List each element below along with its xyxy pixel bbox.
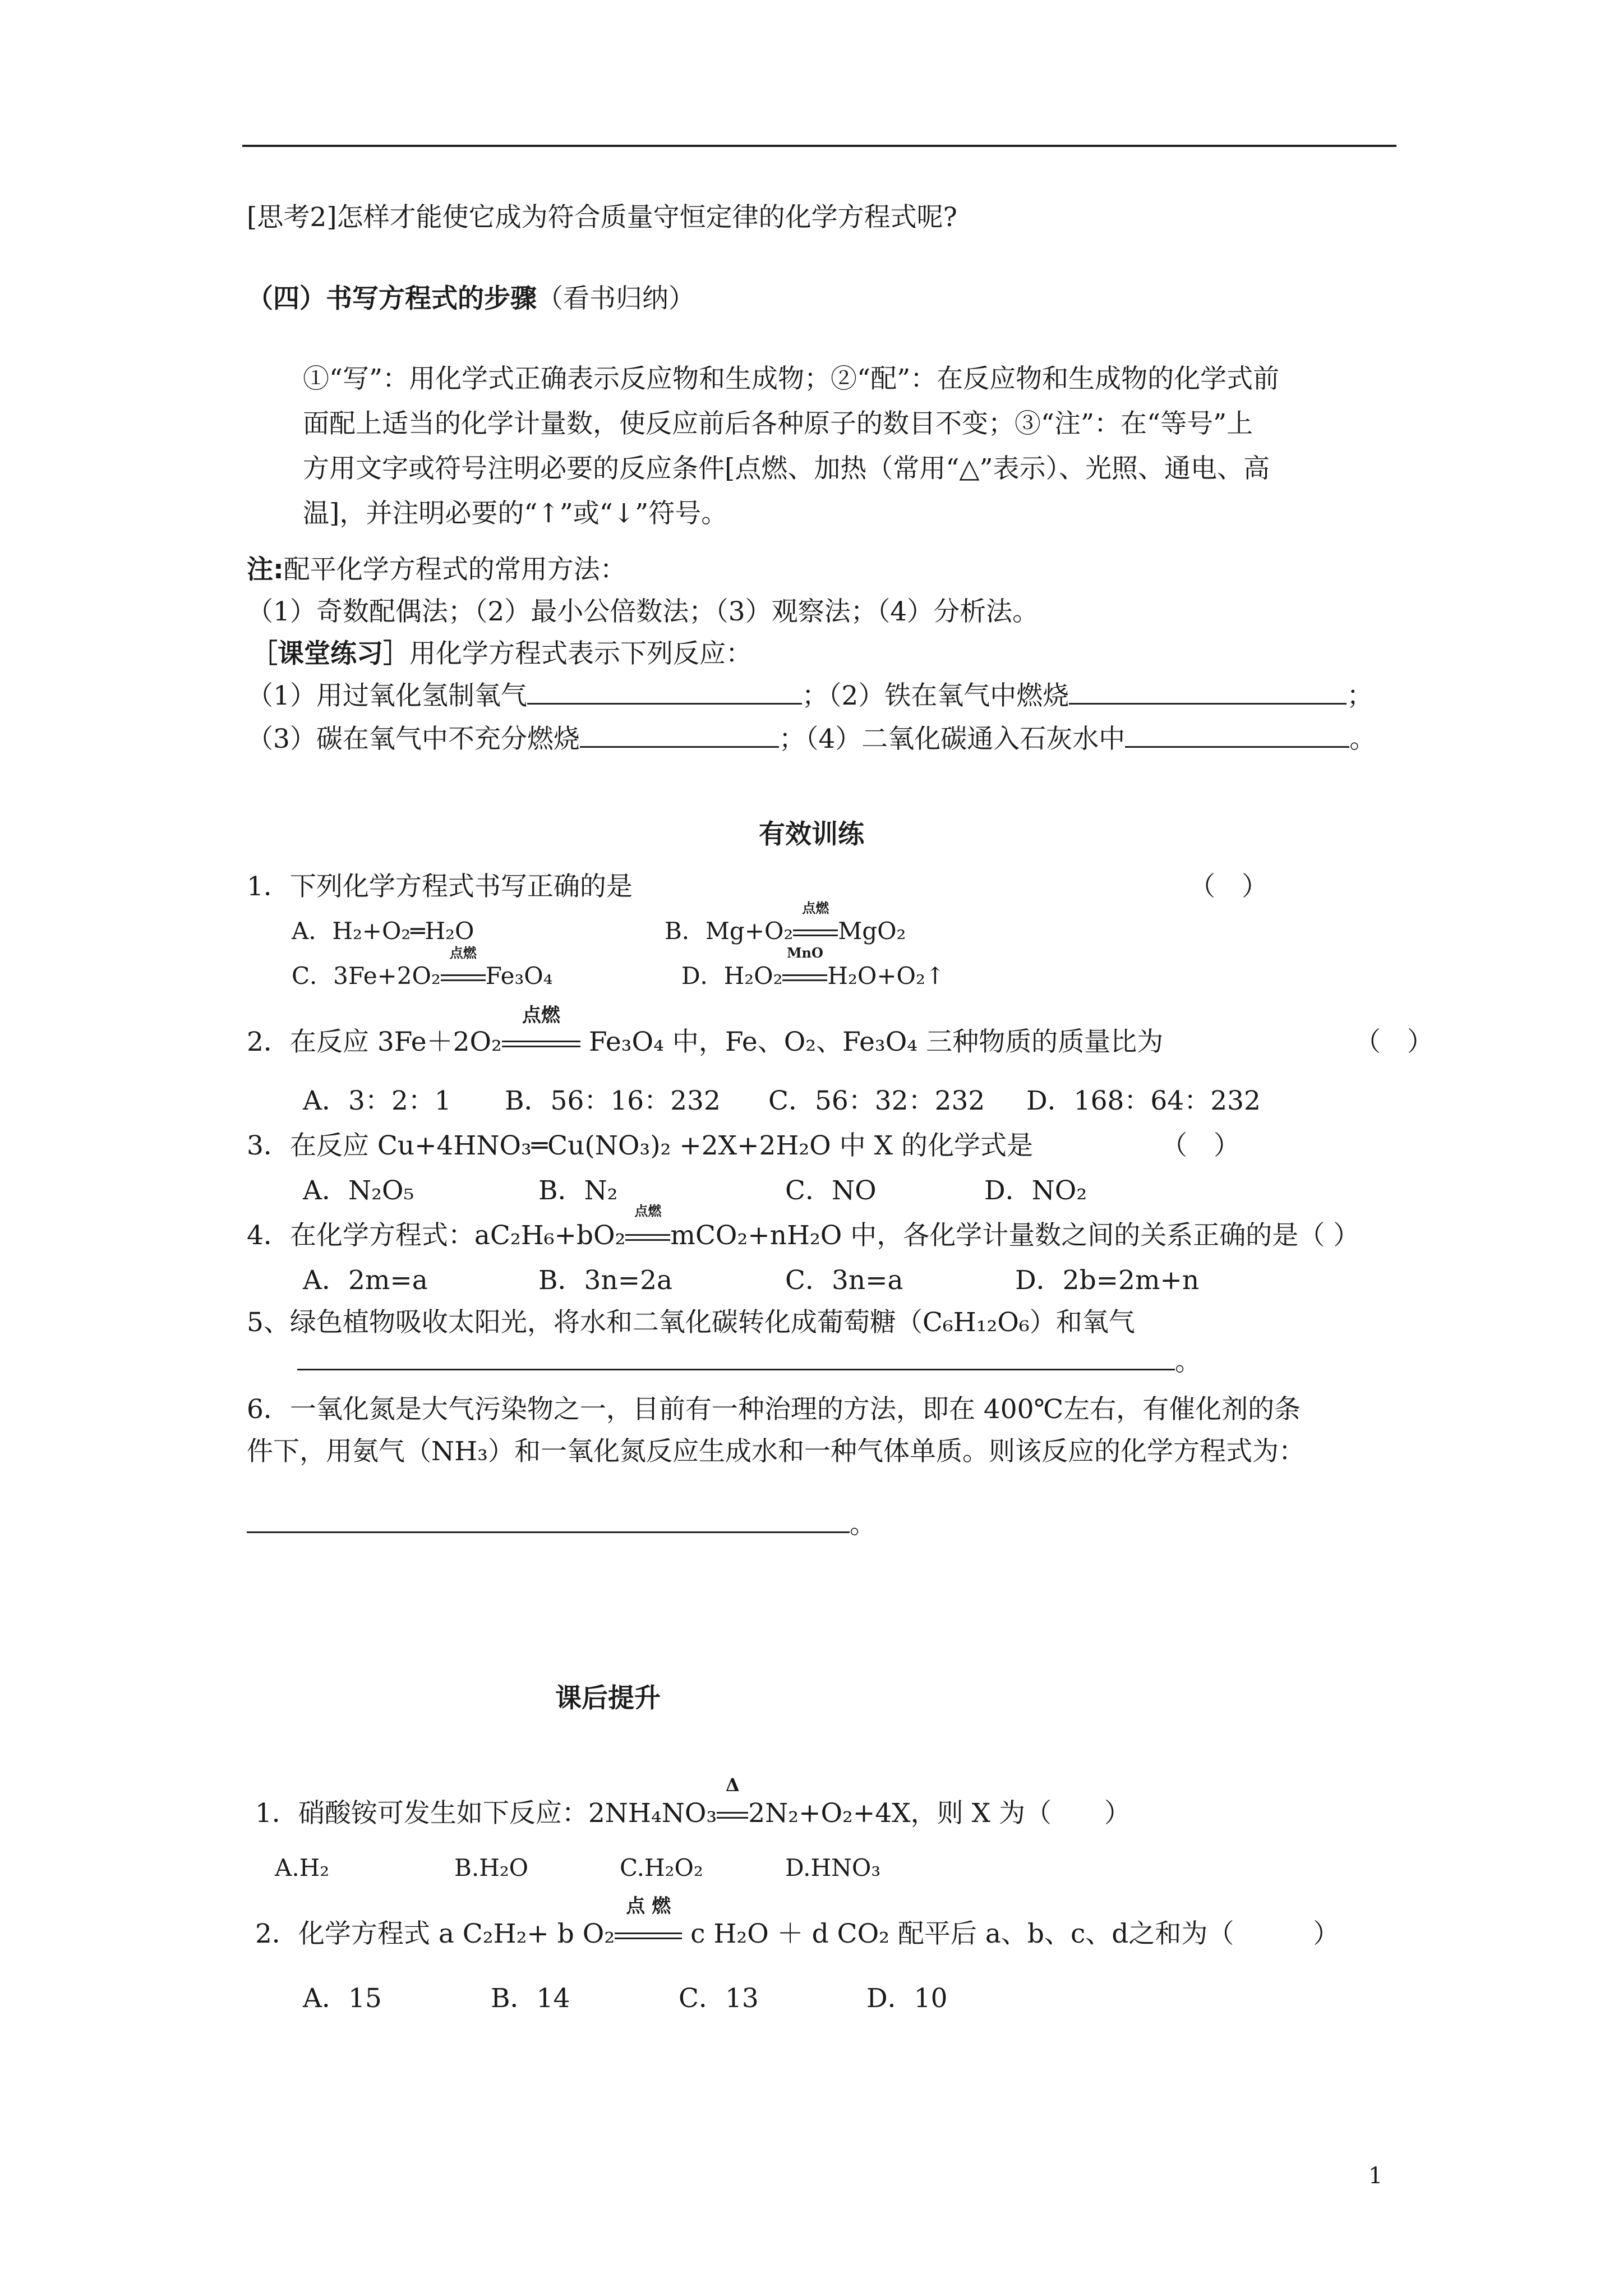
t-q3-stem: 3．在反应 Cu+4HNO₃═Cu(NO₃)₂ +2X+2H₂O 中 X 的化学式是 [247, 1130, 1033, 1161]
period: 。 [1349, 724, 1376, 754]
condition-label: 点燃 [522, 1004, 560, 1027]
a-q2-pre: 2．化学方程式 a C₂H₂+ b O₂ [255, 1918, 615, 1949]
practice-item-2: ；（2）铁在氧气中燃烧 [801, 680, 1069, 711]
condition-label: Δ [725, 1774, 740, 1796]
note-methods: （1）奇数配偶法；（2）最小公倍数法；（3）观察法；（4）分析法。 [247, 596, 1039, 627]
think-question: [思考2]怎样才能使它成为符合质量守恒定律的化学方程式呢? [247, 202, 957, 233]
a-q1-pre: 1．硝酸铵可发生如下反应：2NH₄NO₃ [255, 1798, 717, 1829]
t-q4-post: mCO₂+nH₂O 中，各化学计量数之间的关系正确的是（ ） [670, 1220, 1360, 1251]
semicolon: ； [1347, 680, 1373, 711]
a-q2-post: c H₂O ＋ d CO₂ 配平后 a、b、c、d之和为（ ） [682, 1918, 1340, 1949]
a-q1-option-a: A.H₂ [275, 1854, 330, 1881]
t-q5-answer-row [297, 1346, 1201, 1378]
t-q3-option-d: D．NO₂ [984, 1175, 1087, 1206]
condition-label: MnO [786, 945, 823, 961]
t-q2-option-b: B．56：16：232 [505, 1085, 721, 1116]
t-q1-c-post: Fe₃O₄ [485, 962, 553, 990]
t-q1-option-c [292, 945, 553, 990]
practice-row-2 [247, 724, 1376, 755]
answer-blank-2[interactable] [1069, 680, 1347, 705]
equals-condition [782, 945, 827, 990]
after-title: 课后提升 [555, 1683, 661, 1714]
t-q4-pre: 4．在化学方程式：aC₂H₆+bO₂ [247, 1220, 626, 1251]
equals-condition [615, 1895, 682, 1950]
condition-label: 点 燃 [626, 1895, 671, 1917]
equals-condition [625, 1203, 670, 1251]
note-title: 配平化学方程式的常用方法： [283, 554, 626, 585]
a-q1-option-d: D.HNO₃ [785, 1854, 881, 1881]
practice-intro: 用化学方程式表示下列反应： [409, 638, 752, 669]
header-rule [242, 145, 1396, 147]
answer-blank-4[interactable] [1125, 724, 1349, 748]
t-q6-answer-row [247, 1509, 876, 1540]
t-q1-b-post: MgO₂ [838, 917, 906, 945]
a-q1-option-b: B.H₂O [454, 1854, 529, 1881]
practice-item-1: （1）用过氧化氢制氧气 [247, 680, 527, 711]
t-q1-paren: （ ） [1189, 871, 1268, 902]
a-q2-option-d: D．10 [866, 1983, 948, 2014]
section4-line-4: 温]，并注明必要的“↑”或“↓”符号。 [303, 498, 728, 529]
t-q2-paren: （ ） [1354, 1027, 1433, 1057]
equals-condition [717, 1774, 748, 1829]
t-q6-line-1: 6．一氧化氮是大气污染物之一，目前有一种治理的方法，即在 400℃左右，有催化剂的条 [247, 1394, 1301, 1425]
t-q2-pre: 2．在反应 3Fe＋2O₂ [247, 1027, 502, 1057]
section4-line-2: 面配上适当的化学计量数，使反应前后各种原子的数目不变；③“注”：在“等号”上 [303, 408, 1253, 439]
t-q5-stem: 5、绿色植物吸收太阳光，将水和二氧化碳转化成葡萄糖（C₆H₁₂O₆）和氧气 [247, 1307, 1135, 1338]
practice-row-1 [247, 680, 1373, 712]
a-q1-post: 2N₂+O₂+4X，则 X 为（ ） [748, 1798, 1131, 1829]
a-q2-option-b: B．14 [491, 1983, 570, 2014]
t-q2-stem [247, 1004, 1164, 1058]
t-q2-option-d: D．168：64：232 [1026, 1085, 1261, 1116]
condition-label: 点燃 [449, 945, 477, 961]
section4-line-3: 方用文字或符号注明必要的反应条件[点燃、加热（常用“△”表示）、光照、通电、高 [303, 453, 1270, 484]
t-q3-option-c: C．NO [785, 1175, 877, 1206]
a-q2-option-c: C．13 [679, 1983, 759, 2014]
answer-blank-q5[interactable] [297, 1346, 1175, 1370]
practice-item-3: （3）碳在氧气中不充分燃烧 [247, 724, 580, 754]
practice-heading [251, 638, 752, 670]
section4-note: （看书归纳） [537, 283, 695, 314]
t-q1-c-pre: C．3Fe+2O₂ [292, 962, 441, 990]
t-q6-end: 。 [850, 1509, 876, 1540]
t-q6-line-2: 件下，用氨气（NH₃）和一氧化氮反应生成水和一种气体单质。则该反应的化学方程式为： [247, 1436, 1305, 1467]
condition-label: 点燃 [802, 900, 829, 916]
answer-blank-1[interactable] [527, 680, 802, 705]
practice-item-4: ；（4）二氧化碳通入石灰水中 [778, 724, 1126, 754]
training-title: 有效训练 [759, 819, 864, 850]
section4-title: （四）书写方程式的步骤 [247, 283, 537, 314]
t-q3-paren: （ ） [1161, 1130, 1240, 1161]
t-q3-option-a: A．N₂O₅ [303, 1175, 414, 1206]
answer-blank-3[interactable] [580, 724, 779, 748]
a-q2-stem [255, 1895, 1340, 1950]
t-q5-end: 。 [1175, 1346, 1201, 1377]
equals-condition [502, 1004, 580, 1058]
practice-label: ［课堂练习］ [251, 638, 409, 669]
condition-label: 点燃 [634, 1203, 662, 1219]
t-q1-d-pre: D．H₂O₂ [681, 962, 783, 990]
note-label: 注: [247, 554, 284, 585]
t-q1-option-b [665, 900, 906, 945]
t-q1-option-a: A．H₂+O₂═H₂O [292, 917, 474, 945]
section4-line-1: ①“写”：用化学式正确表示反应物和生成物；②“配”：在反应物和生成物的化学式前 [303, 364, 1280, 394]
equals-condition [793, 900, 838, 945]
t-q4-stem [247, 1203, 1360, 1251]
t-q2-option-a: A．3：2：1 [303, 1085, 451, 1116]
t-q4-option-b: B．3n=2a [538, 1265, 673, 1296]
a-q1-option-c: C.H₂O₂ [620, 1854, 703, 1881]
t-q1-d-post: H₂O+O₂↑ [827, 962, 945, 990]
a-q1-stem [255, 1774, 1131, 1829]
t-q1-stem: 1．下列化学方程式书写正确的是 [247, 871, 633, 902]
t-q2-option-c: C．56：32：232 [768, 1085, 985, 1116]
t-q1-b-pre: B．Mg+O₂ [665, 917, 794, 945]
answer-blank-q6[interactable] [247, 1509, 850, 1533]
t-q3-option-b: B．N₂ [538, 1175, 618, 1206]
page-number: 1 [1368, 2163, 1383, 2189]
section4-heading [247, 283, 695, 315]
t-q2-post: Fe₃O₄ 中，Fe、O₂、Fe₃O₄ 三种物质的质量比为 [580, 1027, 1164, 1057]
equals-condition [441, 945, 486, 990]
t-q4-option-a: A．2m=a [303, 1265, 428, 1296]
a-q2-option-a: A．15 [303, 1983, 382, 2014]
t-q4-option-d: D．2b=2m+n [1015, 1265, 1200, 1296]
note-heading [247, 554, 626, 586]
t-q4-option-c: C．3n=a [785, 1265, 903, 1296]
t-q1-option-d [681, 945, 945, 990]
